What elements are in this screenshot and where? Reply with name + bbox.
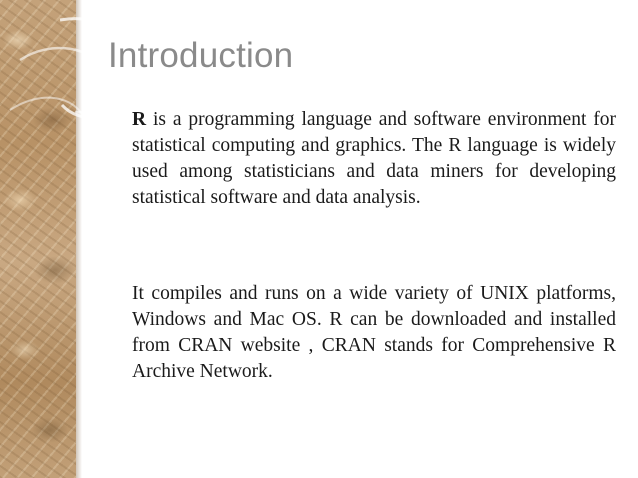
crumpled-paper-decoration (0, 0, 76, 478)
paragraph-1 (132, 107, 616, 211)
paragraph-2 (132, 281, 616, 385)
paper-edge-shadow (76, 0, 82, 478)
paragraph-2-text: It compiles and runs on a wide variety of UNIX platforms, Windows and Mac OS. R can be downloaded and installed from CRAN website , CRAN stands for Comprehensive R Archive Network. (132, 283, 616, 382)
paragraph-1-lead: R (132, 109, 147, 130)
slide-title: Introduction (108, 36, 294, 75)
paragraph-1-text: is a programming language and software environment for statistical computing and graphics. The R language is widely used among statisticians and data miners for developing statistical software and data analysis. (132, 109, 616, 208)
